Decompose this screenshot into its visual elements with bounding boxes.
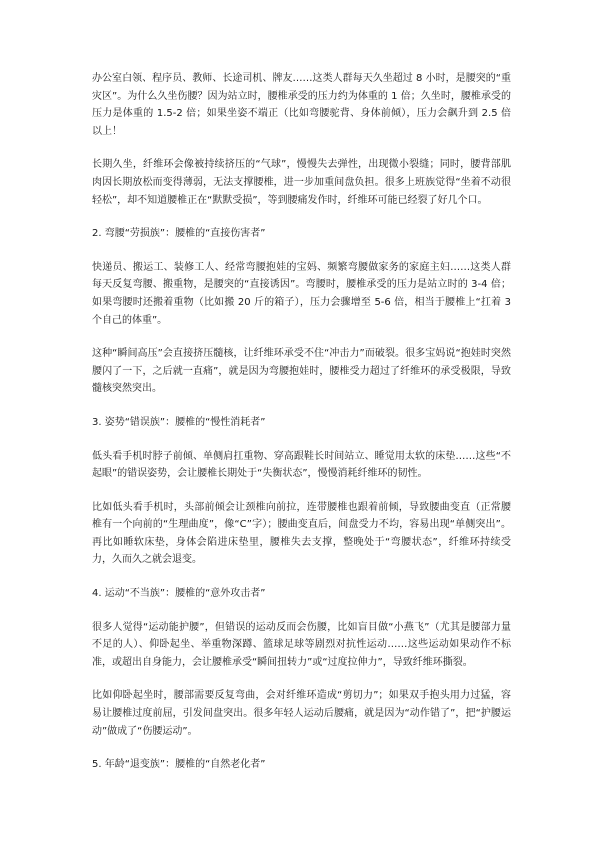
paragraph-posture-intro: 低头看手机时脖子前倾、单侧肩扛重物、穿高跟鞋长时间站立、睡觉用太软的床垫……这些“不起眼”的错误姿势，会让腰椎长期处于“失衡状态”，慢慢消耗纤维环的韧性。	[92, 450, 511, 480]
paragraph-exercise-intro: 很多人觉得“运动能护腰”，但错误的运动反而会伤腰，比如盲目做“小燕飞”（尤其是腰部力量不足的人）、仰卧起坐、举重物深蹲、篮球足球等剧烈对抗性运动……这些运动如果动作不标准，或超出自身能力，会让腰椎承受“瞬间扭转力”或“过度拉伸力”，导致纤维环撕裂。	[92, 621, 511, 668]
paragraph-sitting-effects: 长期久坐，纤维环会像被持续挤压的“气球”，慢慢失去弹性，出现微小裂缝；同时，腰背部肌肉因长期放松而变得薄弱，无法支撑腰椎，进一步加重间盘负担。很多上班族觉得“坐着不动很轻松”，却不知道腰椎正在“默默受损”，等到腰痛发作时，纤维环可能已经裂了好几个口。	[92, 159, 511, 206]
paragraph-exercise-examples: 比如仰卧起坐时，腰部需要反复弯曲，会对纤维环造成“剪切力”；如果双手抱头用力过猛，容易让腰椎过度前屈，引发间盘突出。很多年轻人运动后腰痛，就是因为“动作错了”，把“护腰运动”做成了“伤腰运动”。	[92, 690, 511, 737]
heading-bending-group: 2. 弯腰“劳损族”：腰椎的“直接伤害者”	[92, 228, 266, 240]
paragraph-posture-examples: 比如低头看手机时，头部前倾会让颈椎向前拉，连带腰椎也跟着前倾，导致腰曲变直（正常腰椎有一个向前的“生理曲度”，像“C”字）；腰曲变直后，间盘受力不均，容易出现“单侧突出”。再比如睡软床垫，身体会陷进床垫里，腰椎失去支撑，整晚处于“弯腰状态”，纤维环持续受力，久而久之就会退变。	[92, 501, 511, 566]
heading-age-group: 5. 年龄“退变族”：腰椎的“自然老化者”	[92, 759, 266, 771]
heading-exercise-group: 4. 运动“不当族”：腰椎的“意外攻击者”	[92, 588, 266, 600]
heading-posture-group: 3. 姿势“错误族”：腰椎的“慢性消耗者”	[92, 416, 266, 428]
paragraph-bending-effects: 这种“瞬间高压”会直接挤压髓核，让纤维环承受不住“冲击力”而破裂。很多宝妈说“抱娃时突然腰闪了一下，之后就一直痛”，就是因为弯腰抱娃时，腰椎受力超过了纤维环的承受极限，导致髓核突然突出。	[92, 348, 511, 395]
paragraph-sitting-intro: 办公室白领、程序员、教师、长途司机、牌友……这类人群每天久坐超过 8 小时，是腰突的“重灾区”。为什么久坐伤腰？因为站立时，腰椎承受的压力约为体重的 1 倍；久坐时，腰椎承受的压力是体重的 1.5-2 倍；如果坐姿不端正（比如弯腰驼背、身体前倾），压力会飙升到 2.5 倍以上！	[92, 73, 511, 137]
paragraph-bending-intro: 快递员、搬运工、装修工人、经常弯腰抱娃的宝妈、频繁弯腰做家务的家庭主妇……这类人群每天反复弯腰、搬重物，是腰突的“直接诱因”。弯腰时，腰椎承受的压力是站立时的 3-4 倍；如果弯腰时还搬着重物（比如搬 20 斤的箱子），压力会骤增至 5-6 倍，相当于腰椎上“扛着 3 个自己的体重”。	[92, 261, 511, 326]
